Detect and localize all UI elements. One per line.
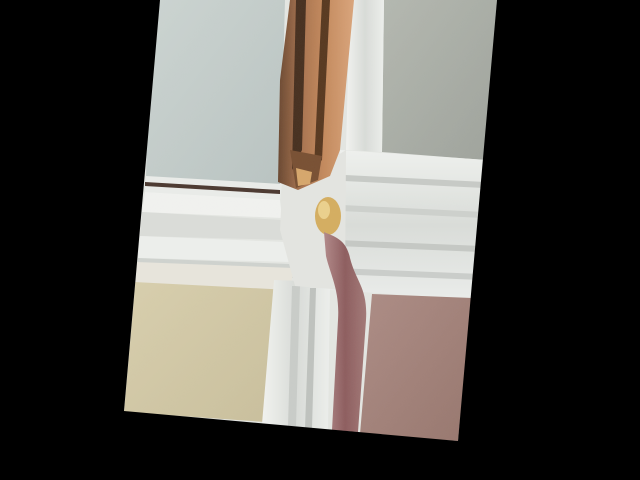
panel-top-right [382,0,497,160]
panel-bottom-left [124,274,274,422]
panel-bottom-right [360,294,472,441]
panel-top-left [146,0,285,185]
